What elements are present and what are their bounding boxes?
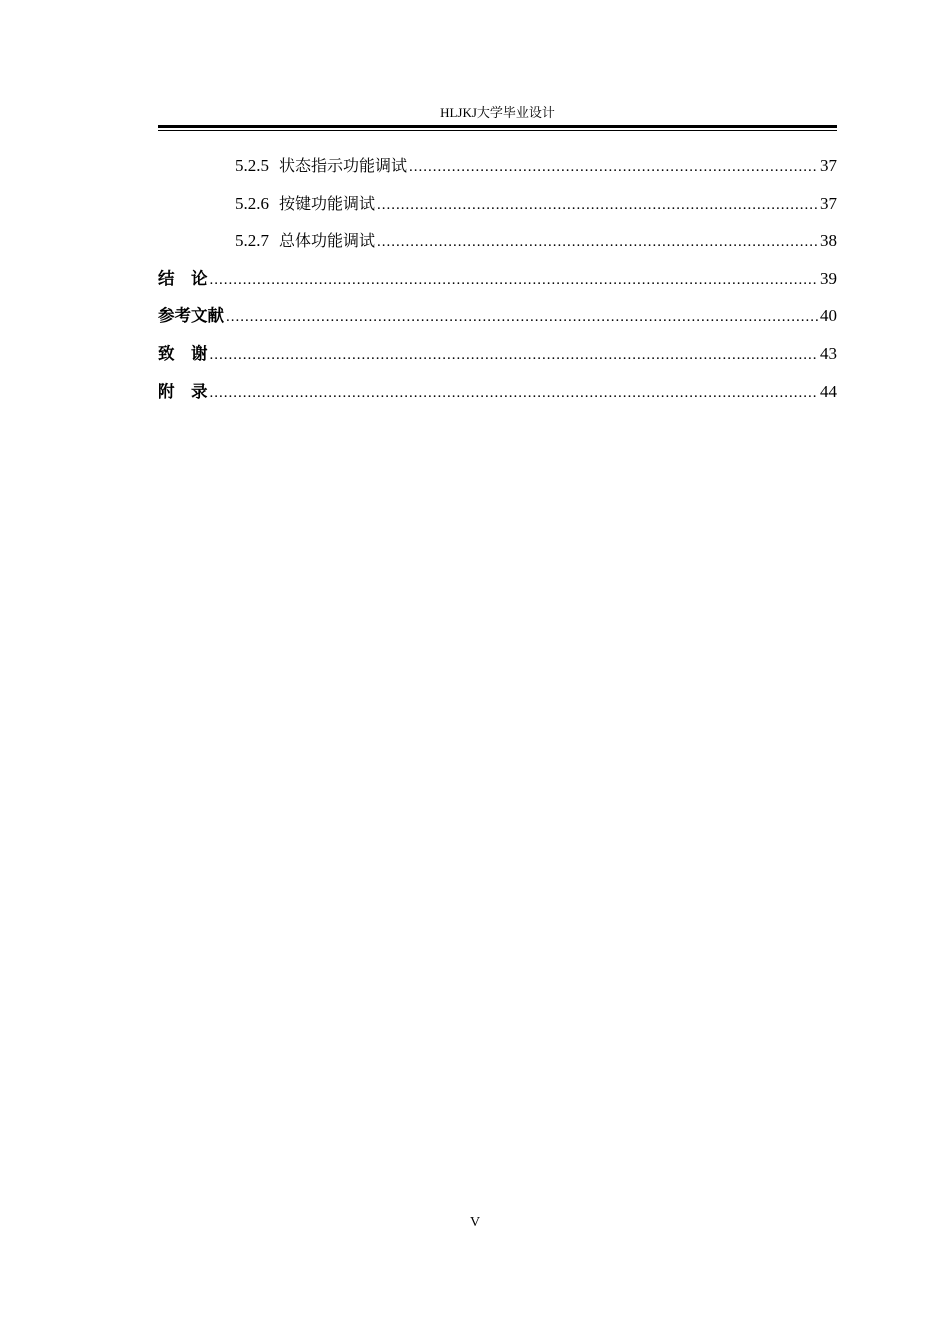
toc-dot-leader — [226, 303, 818, 331]
toc-dot-leader — [409, 153, 818, 181]
toc-entry-page: 44 — [820, 381, 837, 401]
toc-entry-acknowledgements[interactable] — [158, 340, 837, 378]
toc-entry-page: 39 — [820, 268, 837, 288]
table-of-contents — [158, 152, 837, 415]
toc-entry-title: 按键功能调试 — [279, 193, 376, 213]
toc-entry-page: 37 — [820, 156, 837, 175]
toc-entry-page: 40 — [820, 306, 837, 326]
toc-dot-leader — [377, 228, 818, 256]
toc-dot-leader — [210, 341, 819, 369]
toc-dot-leader — [210, 379, 819, 407]
toc-entry-number: 5.2.6 — [235, 193, 269, 213]
toc-entry-title: 致 谢 — [158, 343, 208, 363]
toc-entry-number: 5.2.5 — [235, 156, 269, 175]
toc-entry-5-2-5[interactable] — [158, 152, 837, 190]
toc-entry-5-2-6[interactable] — [158, 190, 837, 228]
header-rule-thin — [158, 130, 837, 131]
toc-dot-leader — [377, 191, 818, 219]
toc-entry-page: 38 — [820, 231, 837, 251]
page-number: V — [469, 1215, 481, 1230]
toc-entry-number: 5.2.7 — [235, 231, 269, 251]
toc-entry-references[interactable] — [158, 302, 837, 340]
toc-entry-title: 附 录 — [158, 381, 208, 401]
toc-entry-title: 参考文献 — [158, 306, 224, 326]
header-rule-thick — [158, 125, 837, 128]
toc-entry-5-2-7[interactable] — [158, 227, 837, 265]
toc-entry-title: 状态指示功能调试 — [279, 156, 408, 175]
page-header: HLJKJ大学毕业设计 — [440, 105, 555, 120]
toc-entry-appendix[interactable] — [158, 378, 837, 416]
toc-entry-page: 43 — [820, 343, 837, 363]
toc-entry-title: 总体功能调试 — [279, 231, 376, 251]
toc-entry-title: 结 论 — [158, 268, 208, 288]
toc-dot-leader — [210, 266, 819, 294]
toc-entry-page: 37 — [820, 193, 837, 213]
toc-entry-conclusion[interactable] — [158, 265, 837, 303]
